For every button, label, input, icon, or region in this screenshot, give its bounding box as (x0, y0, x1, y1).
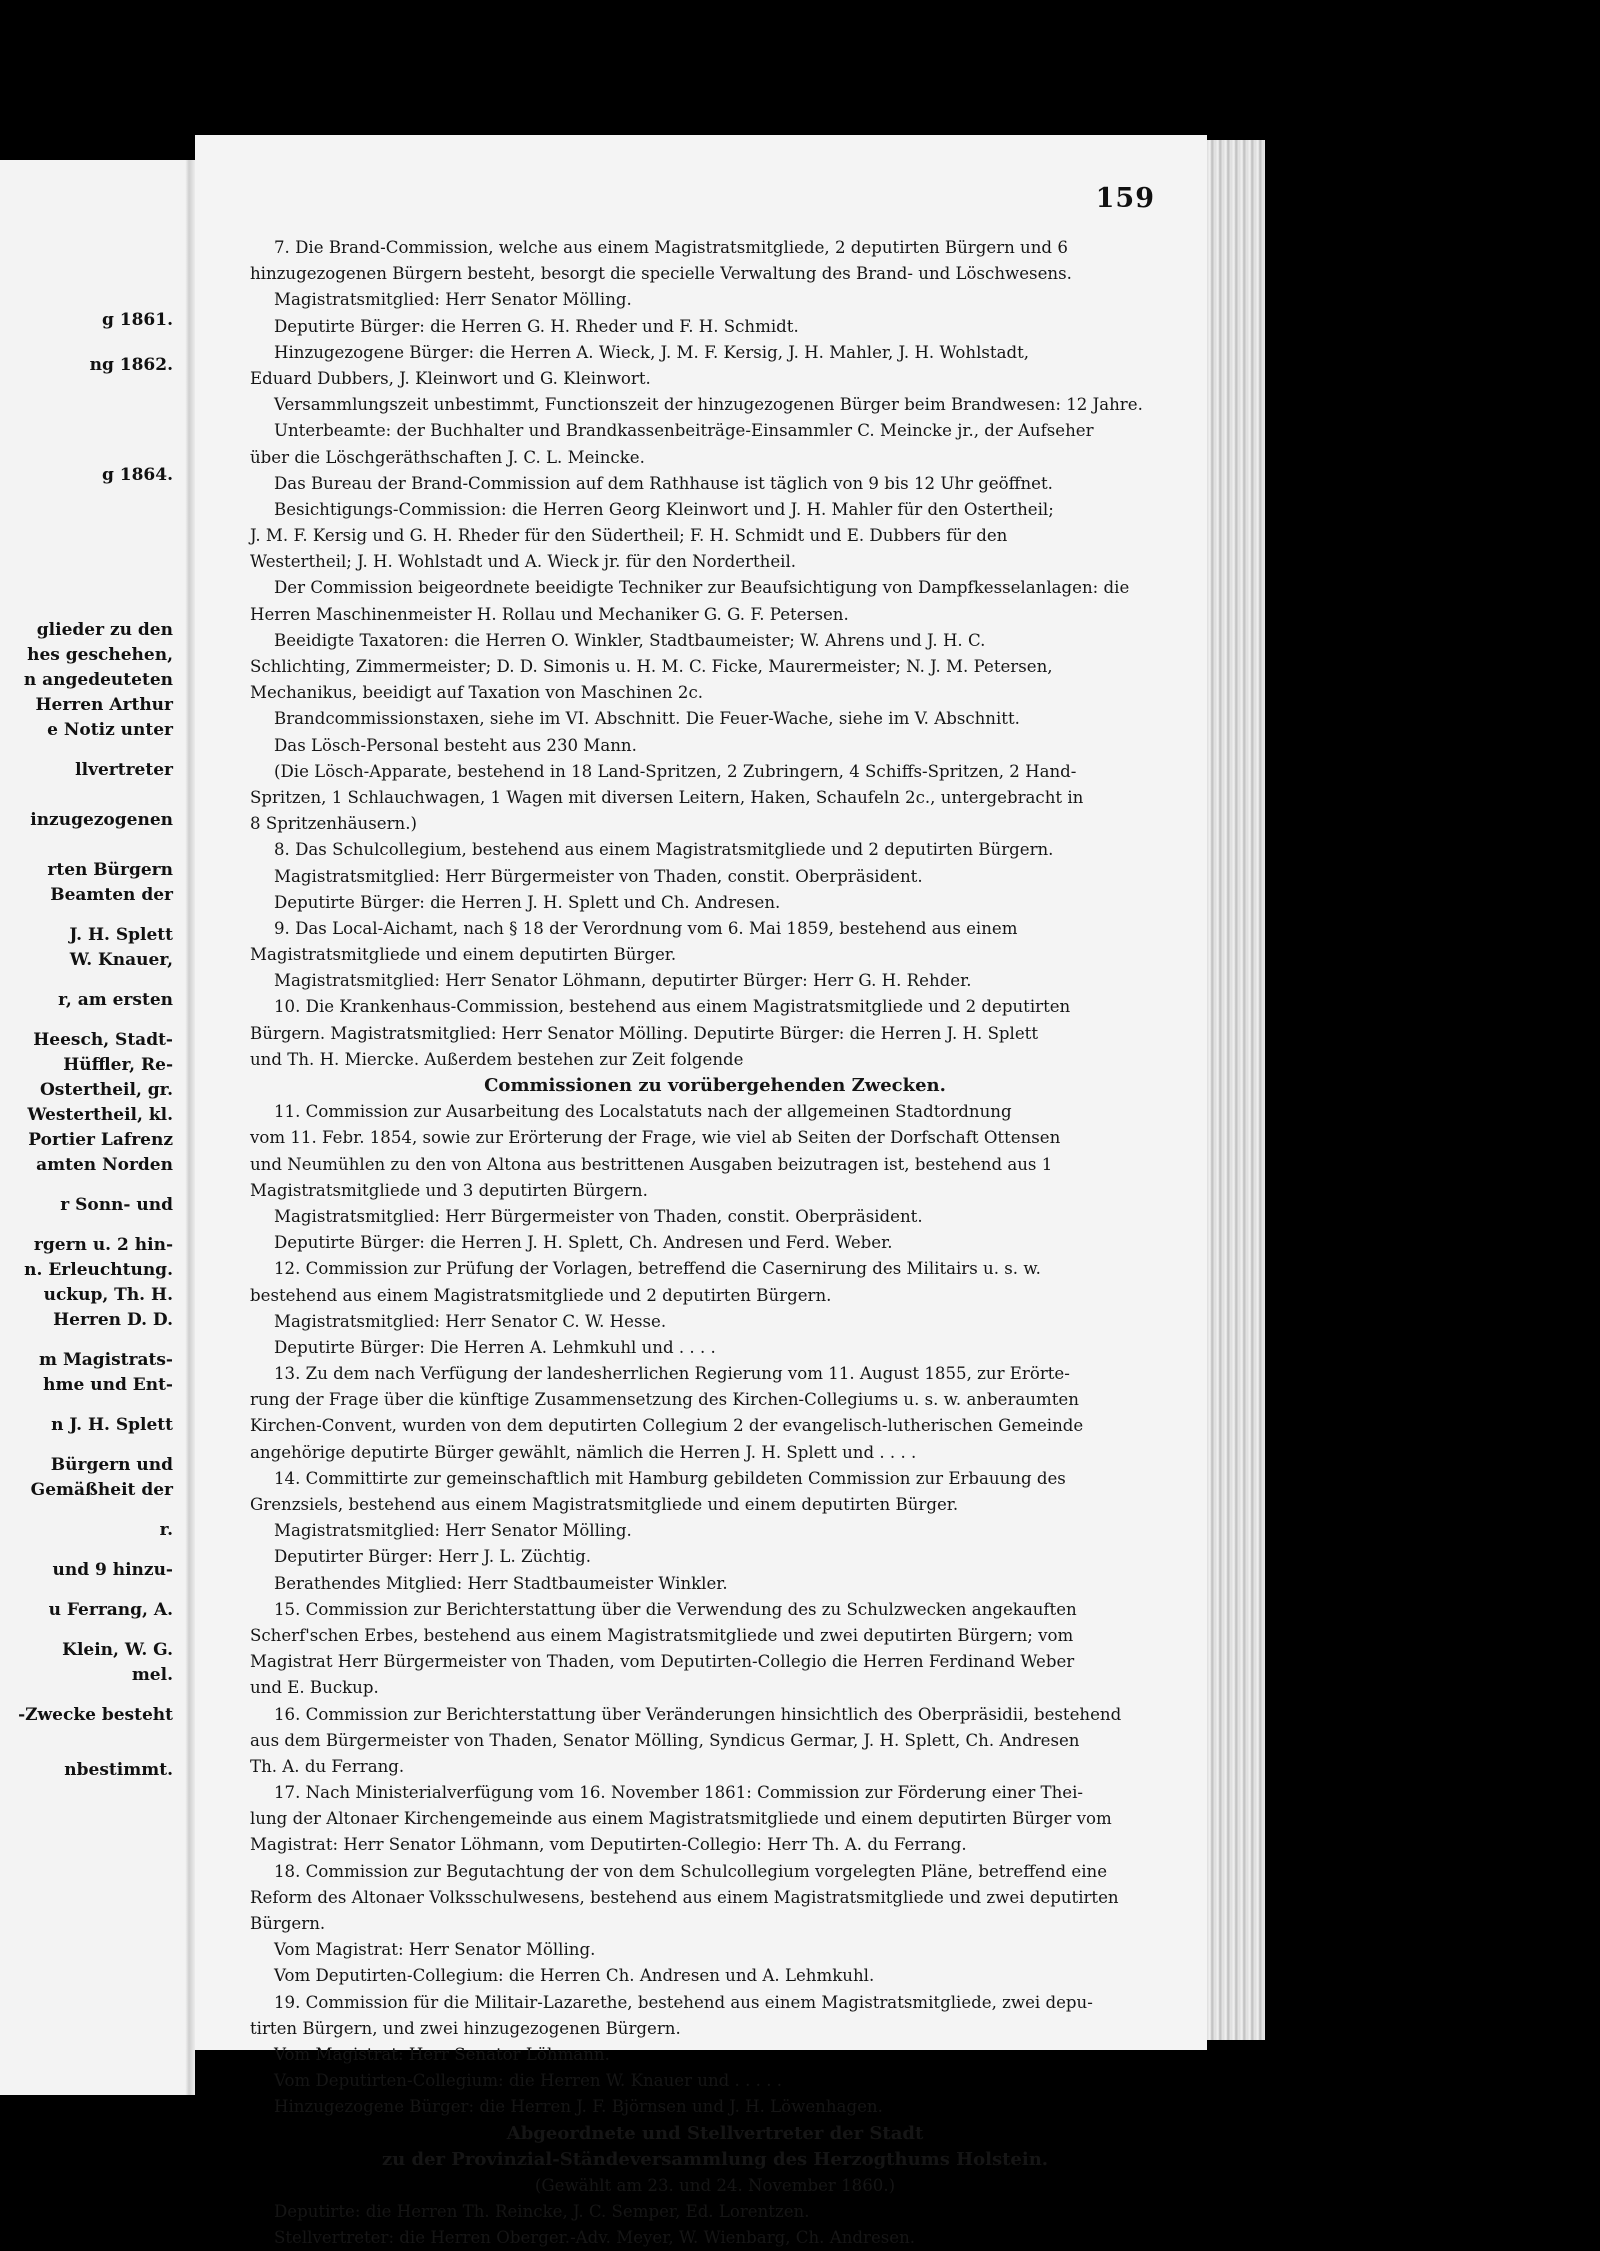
left-page-fragment: e Notiz unter (47, 720, 173, 740)
text-line: Deputirte: die Herren Th. Reincke, J. C. Semper, Ed. Lorentzen. (274, 2202, 810, 2222)
text-line: Brandcommissionstaxen, siehe im VI. Abschnitt. Die Feuer-Wache, siehe im V. Abschnitt. (274, 709, 1020, 729)
text-line: 15. Commission zur Berichterstattung über die Verwendung des zu Schulzwecken angekauften (274, 1599, 1077, 1619)
left-page-fragment: rgern u. 2 hin- (33, 1235, 173, 1255)
text-line: Kirchen-Convent, wurden von dem deputirten Collegium 2 der evangelisch-lutherischen Gemeinde (250, 1416, 1084, 1436)
text-line: über die Löschgeräthschaften J. C. L. Meincke. (250, 447, 645, 467)
right-page (195, 135, 1207, 2248)
page-number: 159 (1095, 183, 1155, 214)
text-line: Herren Maschinenmeister H. Rollau und Mechaniker G. G. F. Petersen. (250, 604, 849, 624)
section-heading: Abgeordnete und Stellvertreter der Stadt (506, 2122, 924, 2144)
text-line: Deputirter Bürger: Herr J. L. Züchtig. (274, 1547, 592, 1567)
text-line: Schlichting, Zimmermeister; D. D. Simonis u. H. M. C. Ficke, Maurermeister; N. J. M. Petersen, (250, 657, 1053, 676)
page-stack-edge (1207, 140, 1265, 2040)
left-page-fragment: n. Erleuchtung. (24, 1260, 173, 1280)
text-line: Hinzugezogene Bürger: die Herren J. F. Björnsen und J. H. Löwenhagen. (274, 2097, 883, 2117)
text-line: 19. Commission für die Militair-Lazarethe, bestehend aus einem Magistratsmitgliede, zwei depu- (274, 1992, 1093, 2012)
text-line: Eduard Dubbers, J. Kleinwort und G. Kleinwort. (250, 368, 651, 388)
text-line: 10. Die Krankenhaus-Commission, bestehend aus einem Magistratsmitgliede und 2 deputirten (274, 997, 1071, 1017)
left-page-fragment: hme und Ent- (43, 1375, 173, 1395)
text-line: Bürgern. (250, 1914, 326, 1933)
text-line: Reform des Altonaer Volksschulwesens, bestehend aus einem Magistratsmitgliede und zwei deputirten (250, 1887, 1119, 1907)
left-page-fragment: r. (159, 1520, 173, 1540)
left-page-fragment: g 1861. (101, 310, 173, 330)
left-page-fragment: Portier Lafrenz (28, 1130, 173, 1150)
text-line: tirten Bürgern, und zwei hinzugezogenen Bürgern. (250, 2018, 681, 2038)
text-line: Stellvertreter: die Herren Oberger.-Adv. Meyer, W. Wienbarg, Ch. Andresen. (274, 2228, 916, 2248)
text-line: 14. Committirte zur gemeinschaftlich mit Hamburg gebildeten Commission zur Erbauung des (274, 1468, 1066, 1488)
text-line: Deputirte Bürger: die Herren G. H. Rheder und F. H. Schmidt. (274, 316, 799, 336)
text-line: (Die Lösch-Apparate, bestehend in 18 Land-Spritzen, 2 Zubringern, 4 Schiffs-Spritzen, 2 Hand- (274, 761, 1077, 781)
text-line: 8. Das Schulcollegium, bestehend aus einem Magistratsmitgliede und 2 deputirten Bürgern. (274, 840, 1054, 860)
text-line: Berathendes Mitglied: Herr Stadtbaumeister Winkler. (274, 1573, 728, 1593)
text-line: Vom Deputirten-Collegium: die Herren W. Knauer und . . . . . (274, 2071, 783, 2091)
text-line: Magistratsmitglied: Herr Bürgermeister von Thaden, constit. Oberpräsident. (274, 1206, 923, 1226)
text-line: Magistratsmitglied: Herr Senator Mölling. (274, 1521, 632, 1541)
text-line: Magistratsmitglied: Herr Senator Löhmann, deputirter Bürger: Herr G. H. Rehder. (274, 971, 972, 991)
left-page-fragment: glieder zu den (36, 620, 173, 640)
text-line: Deputirte Bürger: die Herren J. H. Splett, Ch. Andresen und Ferd. Weber. (274, 1233, 893, 1253)
text-line: Magistratsmitglied: Herr Senator C. W. Hesse. (274, 1311, 667, 1331)
text-line: Th. A. du Ferrang. (250, 1756, 405, 1776)
text-line: Spritzen, 1 Schlauchwagen, 1 Wagen mit diversen Leitern, Haken, Schaufeln 2c., untergebracht in (250, 787, 1084, 807)
text-line: 12. Commission zur Prüfung der Vorlagen, betreffend die Casernirung des Militairs u. s. w. (274, 1259, 1041, 1279)
left-page-fragment: r, am ersten (58, 990, 173, 1010)
text-line: 18. Commission zur Begutachtung der von dem Schulcollegium vorgelegten Pläne, betreffend eine (274, 1861, 1108, 1881)
left-page-fragment: Klein, W. G. (62, 1640, 173, 1660)
left-page-fragment: r Sonn- und (60, 1195, 173, 1215)
left-page-fragment: Herren D. D. (53, 1310, 173, 1330)
text-line: Vom Magistrat: Herr Senator Mölling. (274, 1940, 596, 1960)
left-page-fragment: u Ferrang, A. (48, 1600, 173, 1620)
text-line: 9. Das Local-Aichamt, nach § 18 der Verordnung vom 6. Mai 1859, bestehend aus einem (274, 918, 1018, 938)
text-line: und Th. H. Miercke. Außerdem bestehen zur Zeit folgende (250, 1049, 744, 1069)
text-line: lung der Altonaer Kirchengemeinde aus einem Magistratsmitgliede und einem deputirten Bürger vom (250, 1809, 1112, 1829)
text-line: Magistrat Herr Bürgermeister von Thaden, vom Deputirten-Collegio die Herren Ferdinand Weber (250, 1652, 1075, 1672)
left-page-fragment: n J. H. Splett (51, 1415, 173, 1435)
left-page-fragment: mel. (131, 1665, 173, 1685)
left-page-fragment: W. Knauer, (69, 950, 173, 970)
text-line: Magistratsmitgliede und 3 deputirten Bürgern. (250, 1180, 648, 1200)
left-page (0, 160, 185, 2095)
text-line: Der Commission beigeordnete beeidigte Techniker zur Beaufsichtigung von Dampfkesselanlagen: die (274, 578, 1130, 598)
left-page-fragment: hes geschehen, (27, 645, 173, 665)
text-line: Hinzugezogene Bürger: die Herren A. Wieck, J. M. F. Kersig, J. H. Mahler, J. H. Wohlstadt, (274, 342, 1030, 362)
text-line: Beeidigte Taxatoren: die Herren O. Winkler, Stadtbaumeister; W. Ahrens und J. H. C. (274, 630, 986, 650)
text-line: Mechanikus, beeidigt auf Taxation von Maschinen 2c. (250, 683, 704, 703)
text-line: Bürgern. Magistratsmitglied: Herr Senator Mölling. Deputirte Bürger: die Herren J. H. Splett (250, 1023, 1039, 1043)
left-page-fragment: Ostertheil, gr. (40, 1080, 173, 1100)
text-line: Magistrat: Herr Senator Löhmann, vom Deputirten-Collegio: Herr Th. A. du Ferrang. (250, 1835, 967, 1855)
text-line: Grenzsiels, bestehend aus einem Magistratsmitgliede und einem deputirten Bürger. (250, 1495, 959, 1514)
section-heading: zu der Provinzial-Ständeversammlung des Herzogthums Holstein. (381, 2148, 1049, 2170)
text-line: hinzugezogenen Bürgern besteht, besorgt die specielle Verwaltung des Brand- und Löschwesens. (250, 264, 1072, 284)
text-line: 16. Commission zur Berichterstattung über Veränderungen hinsichtlich des Oberpräsidii, bestehend (274, 1704, 1122, 1724)
left-page-fragment: nbestimmt. (64, 1760, 173, 1780)
text-line: Westertheil; J. H. Wohlstadt und A. Wieck jr. für den Nordertheil. (250, 552, 797, 572)
page-body (250, 235, 1180, 2251)
text-line: rung der Frage über die künftige Zusammensetzung des Kirchen-Collegiums u. s. w. anberaumten (250, 1390, 1079, 1410)
text-line: 11. Commission zur Ausarbeitung des Localstatuts nach der allgemeinen Stadtordnung (274, 1102, 1012, 1122)
text-line: Versammlungszeit unbestimmt, Functionszeit der hinzugezogenen Bürger beim Brandwesen: 12 Jahre. (274, 395, 1143, 415)
left-page-fragment: uckup, Th. H. (43, 1285, 173, 1305)
left-page-fragment: m Magistrats- (39, 1350, 173, 1370)
left-page-fragment: g 1864. (101, 465, 173, 485)
text-line: und Neumühlen zu den von Altona aus bestrittenen Ausgaben beizutragen ist, bestehend aus 1 (250, 1154, 1053, 1174)
text-line: Scherf'schen Erbes, bestehend aus einem Magistratsmitgliede und zwei deputirten Bürgern; vom (250, 1625, 1074, 1645)
text-line: angehörige deputirte Bürger gewählt, nämlich die Herren J. H. Splett und . . . . (250, 1442, 917, 1462)
left-page-fragment: Beamten der (50, 885, 173, 905)
text-line: 17. Nach Ministerialverfügung vom 16. November 1861: Commission zur Förderung einer Thei- (274, 1783, 1084, 1803)
text-line: Deputirte Bürger: die Herren J. H. Splett und Ch. Andresen. (274, 892, 781, 912)
text-line: Unterbeamte: der Buchhalter und Brandkassenbeiträge-Einsammler C. Meincke jr., der Aufseher (274, 421, 1094, 441)
text-line: (Gewählt am 23. und 24. November 1860.) (534, 2175, 896, 2195)
text-line: Besichtigungs-Commission: die Herren Georg Kleinwort und J. H. Mahler für den Ostertheil; (274, 499, 1054, 519)
text-line: Magistratsmitglied: Herr Bürgermeister von Thaden, constit. Oberpräsident. (274, 866, 923, 886)
text-line: Magistratsmitglied: Herr Senator Mölling. (274, 290, 632, 310)
text-line: 13. Zu dem nach Verfügung der landesherrlichen Regierung vom 11. August 1855, zur Erörte- (274, 1364, 1070, 1384)
text-line: aus dem Bürgermeister von Thaden, Senator Mölling, Syndicus Germar, J. H. Splett, Ch. Andresen (250, 1730, 1080, 1750)
left-page-fragment: Herren Arthur (35, 695, 173, 715)
text-line: Vom Deputirten-Collegium: die Herren Ch. Andresen und A. Lehmkuhl. (274, 1966, 875, 1986)
text-line: und E. Buckup. (250, 1678, 379, 1698)
left-page-fragment: Hüffler, Re- (63, 1055, 173, 1075)
left-page-fragment: Bürgern und (50, 1455, 173, 1475)
left-page-fragment: Westertheil, kl. (27, 1105, 173, 1125)
text-line: vom 11. Febr. 1854, sowie zur Erörterung der Frage, wie viel ab Seiten der Dorfschaft Ottensen (250, 1128, 1061, 1148)
section-heading: Commissionen zu vorübergehenden Zwecken. (484, 1075, 946, 1096)
text-line: J. M. F. Kersig und G. H. Rheder für den Südertheil; F. H. Schmidt und E. Dubbers für den (250, 526, 1008, 546)
text-line: Das Bureau der Brand-Commission auf dem Rathhause ist täglich von 9 bis 12 Uhr geöffnet. (274, 473, 1053, 493)
text-line: Deputirte Bürger: Die Herren A. Lehmkuhl und . . . . (274, 1337, 716, 1357)
left-page-fragment: Gemäßheit der (30, 1480, 173, 1500)
text-line: bestehend aus einem Magistratsmitgliede und 2 deputirten Bürgern. (250, 1285, 832, 1305)
text-line: Vom Magistrat: Herr Senator Löhmann. (274, 2044, 610, 2064)
left-page-fragment: -Zwecke besteht (18, 1705, 173, 1725)
text-line: 7. Die Brand-Commission, welche aus einem Magistratsmitgliede, 2 deputirten Bürgern und 6 (274, 238, 1068, 257)
left-page-fragment: J. H. Splett (69, 925, 173, 945)
left-page-fragment: rten Bürgern (47, 860, 173, 880)
text-line: 8 Spritzenhäusern.) (250, 814, 417, 834)
left-page-fragment: n angedeuteten (23, 670, 173, 690)
left-page-fragment: inzugezogenen (30, 810, 173, 830)
left-page-fragment: ng 1862. (89, 355, 173, 375)
left-page-fragment: und 9 hinzu- (52, 1560, 173, 1580)
left-page-fragment: Heesch, Stadt- (33, 1030, 173, 1050)
left-page-fragment: amten Norden (36, 1155, 173, 1175)
text-line: Das Lösch-Personal besteht aus 230 Mann. (274, 735, 637, 755)
book-gutter (185, 160, 195, 2095)
left-page-fragment: llvertreter (75, 760, 173, 780)
text-line: Magistratsmitgliede und einem deputirten Bürger. (250, 945, 677, 965)
